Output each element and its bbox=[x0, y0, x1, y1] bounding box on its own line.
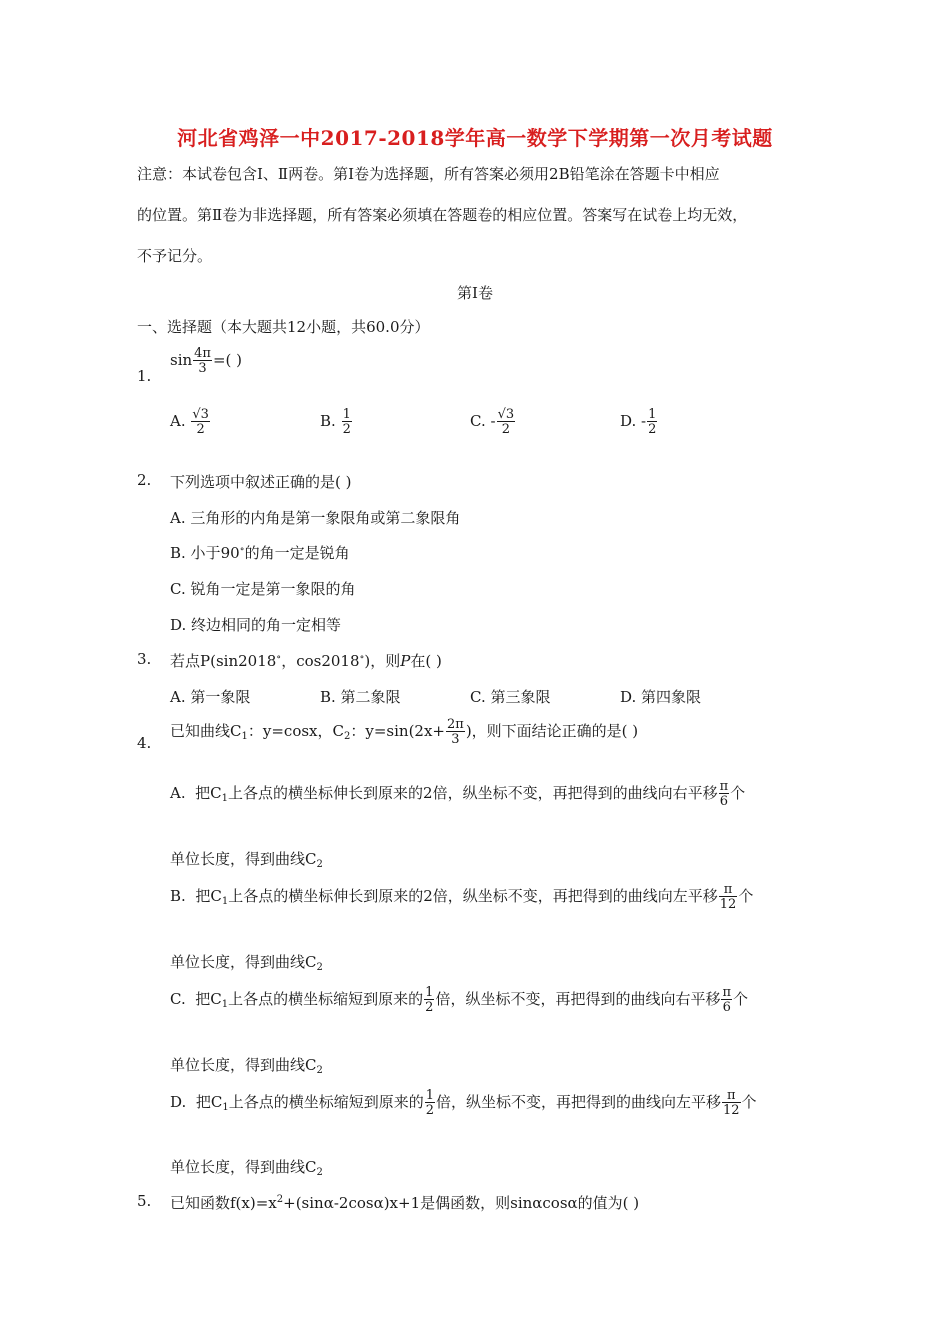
q4-option-c[interactable]: C. 把$C_1$上各点的横坐标缩短到原来的 $\frac{1}{2}$ 倍，纵坐标不变，再把得到的曲线向右平移 $\frac{\pi}{6}$ 个 bbox=[170, 985, 749, 1015]
q4-option-b[interactable]: B. 把$C_1$上各点的横坐标伸长到原来的2倍，纵坐标不变，再把得到的曲线向左平移 $\frac{\pi}{12}$ 个 bbox=[170, 882, 754, 912]
q4-number: 4. bbox=[137, 734, 152, 752]
q3-option-a[interactable]: A. 第一象限 bbox=[170, 688, 251, 706]
q1-option-b[interactable]: B. $\frac{1}{2}$ bbox=[320, 407, 351, 437]
q4-option-b-cont: 单位长度，得到曲线$C_2$ bbox=[170, 953, 323, 973]
q1-option-c[interactable]: C. - $\frac{√3}{2}$ bbox=[470, 407, 515, 437]
q5-stem: 已知函数$f(x)=x^2+(\sin\alpha-2\cos\alpha)x+1$是偶函数，则sinαcosα的值为( ) bbox=[170, 1194, 640, 1212]
q4-option-a[interactable]: A. 把$C_1$上各点的横坐标伸长到原来的2倍，纵坐标不变，再把得到的曲线向右平移 $\frac{\pi}{6}$ 个 bbox=[170, 779, 746, 809]
q4-option-c-cont: 单位长度，得到曲线$C_2$ bbox=[170, 1056, 323, 1076]
q1-option-d[interactable]: D. - $\frac{1}{2}$ bbox=[620, 407, 657, 437]
q3-option-d[interactable]: D. 第四象限 bbox=[620, 688, 702, 706]
notice-line-1: 注意：本试卷包含Ⅰ、Ⅱ两卷。第Ⅰ卷为选择题，所有答案必须用2B铅笔涂在答题卡中相应 bbox=[137, 165, 720, 183]
q4-option-d-cont: 单位长度，得到曲线$C_2$ bbox=[170, 1158, 323, 1178]
section-title: 一、选择题（本大题共12小题，共60.0分） bbox=[137, 318, 430, 336]
q1-option-a[interactable]: A. $\frac{√3}{2}$ bbox=[170, 407, 209, 437]
q1-number: 1. bbox=[137, 367, 152, 385]
q1-stem bbox=[170, 347, 242, 375]
q4-option-d[interactable]: D. 把$C_1$上各点的横坐标缩短到原来的 $\frac{1}{2}$ 倍，纵坐标不变，再把得到的曲线向左平移 $\frac{\pi}{12}$ 个 bbox=[170, 1088, 757, 1118]
q2-number: 2. bbox=[137, 471, 152, 489]
notice-line-2: 的位置。第Ⅱ卷为非选择题，所有答案必须填在答题卷的相应位置。答案写在试卷上均无效， bbox=[137, 206, 748, 224]
q2-option-a[interactable]: A. 三角形的内角是第一象限角或第二象限角 bbox=[170, 509, 461, 527]
q3-stem: 若点P(sin2018∘，cos2018∘)，则P在( ) bbox=[170, 652, 442, 670]
q1-prefix: sin bbox=[170, 351, 193, 369]
q4-option-a-cont: 单位长度，得到曲线$C_2$ bbox=[170, 850, 323, 870]
q1-suffix: =( ) bbox=[212, 351, 243, 369]
q4-stem: 已知曲线$C_1$：y=cosx，$C_2$：y=sin(2x+ $\frac{2\pi}{3}$ )，则下面结论正确的是( ) bbox=[170, 717, 639, 747]
notice-line-3: 不予记分。 bbox=[137, 247, 213, 265]
q2-stem: 下列选项中叙述正确的是( ) bbox=[170, 473, 352, 491]
q3-option-b[interactable]: B. 第二象限 bbox=[320, 688, 401, 706]
q2-option-b[interactable]: B. 小于90∘的角一定是锐角 bbox=[170, 544, 350, 562]
q1-fraction: $\frac{4\pi}{3}$ bbox=[194, 346, 211, 376]
q2-option-c[interactable]: C. 锐角一定是第一象限的角 bbox=[170, 580, 356, 598]
page-title: 河北省鸡泽一中2017-2018学年高一数学下学期第一次月考试题 bbox=[177, 126, 773, 150]
volume-title: 第Ⅰ卷 bbox=[457, 284, 493, 302]
q5-number: 5. bbox=[137, 1192, 152, 1210]
q3-option-c[interactable]: C. 第三象限 bbox=[470, 688, 551, 706]
q2-option-d[interactable]: D. 终边相同的角一定相等 bbox=[170, 616, 342, 634]
q3-number: 3. bbox=[137, 650, 152, 668]
